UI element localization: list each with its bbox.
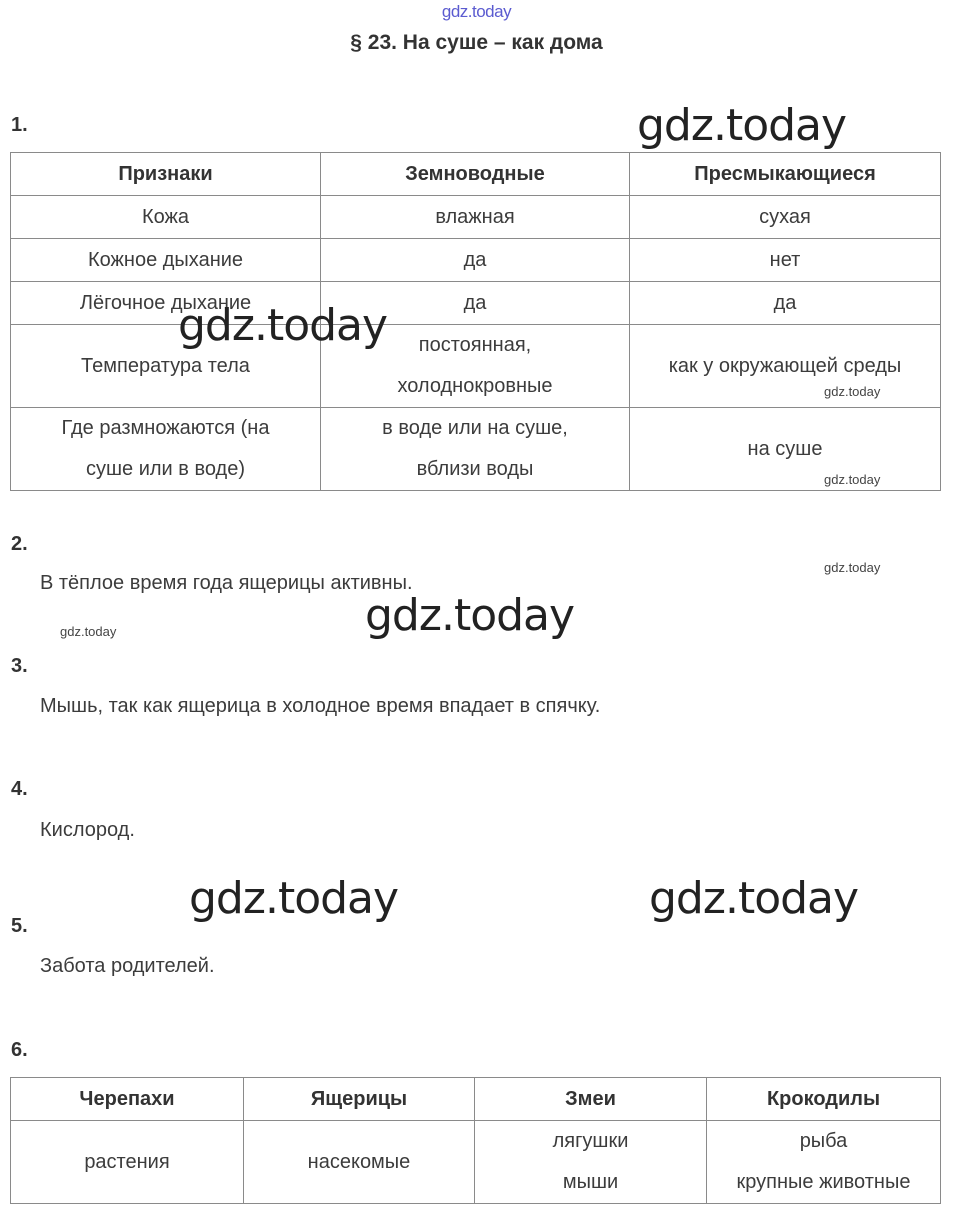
table-animal-traits bbox=[10, 152, 941, 491]
table-cell: да bbox=[321, 282, 630, 325]
cell-line: Температура тела bbox=[81, 354, 250, 377]
cell-line: суше или в воде) bbox=[85, 458, 245, 480]
cell-line: постоянная, bbox=[418, 334, 532, 356]
cell-line: лягушки bbox=[552, 1130, 629, 1152]
table-row bbox=[11, 239, 941, 282]
task-1-number: 1. bbox=[11, 114, 28, 136]
table-cell bbox=[11, 1121, 244, 1204]
watermark-big-2: gdz.today bbox=[178, 300, 388, 351]
watermark-big-3: gdz.today bbox=[365, 590, 575, 641]
watermark-small-1: gdz.today bbox=[824, 384, 881, 399]
cell-line: мыши bbox=[562, 1171, 619, 1193]
header-cell: Черепахи bbox=[11, 1078, 244, 1121]
watermark-small-2: gdz.today bbox=[824, 472, 881, 487]
task-4-number: 4. bbox=[11, 778, 28, 800]
table-cell: Кожное дыхание bbox=[11, 239, 321, 282]
cell-line: в воде или на суше, bbox=[382, 417, 568, 439]
task-5-answer: Забота родителей. bbox=[40, 955, 215, 977]
table-row bbox=[11, 408, 941, 491]
table-cell bbox=[244, 1121, 475, 1204]
watermark-small-4: gdz.today bbox=[60, 624, 117, 639]
header-cell: Признаки bbox=[11, 153, 321, 196]
table-header-row bbox=[11, 1078, 941, 1121]
task-2-number: 2. bbox=[11, 533, 28, 555]
table-cell: да bbox=[630, 282, 941, 325]
table-row bbox=[11, 325, 941, 408]
table-cell: Кожа bbox=[11, 196, 321, 239]
table-cell bbox=[321, 408, 630, 491]
task-5-number: 5. bbox=[11, 915, 28, 937]
table-cell bbox=[630, 325, 941, 408]
table-header-row bbox=[11, 153, 941, 196]
header-cell: Змеи bbox=[475, 1078, 707, 1121]
cell-line: рыба bbox=[799, 1130, 848, 1152]
header-cell: Ящерицы bbox=[244, 1078, 475, 1121]
table-cell bbox=[630, 408, 941, 491]
table-cell: сухая bbox=[630, 196, 941, 239]
task-3-answer: Мышь, так как ящерица в холодное время впадает в спячку. bbox=[40, 695, 601, 717]
watermark-big-1: gdz.today bbox=[637, 100, 847, 151]
header-cell: Крокодилы bbox=[707, 1078, 941, 1121]
watermark-big-5: gdz.today bbox=[649, 873, 859, 924]
table-row bbox=[11, 282, 941, 325]
table-cell: влажная bbox=[321, 196, 630, 239]
cell-line: на суше bbox=[747, 437, 823, 460]
table-row bbox=[11, 196, 941, 239]
cell-line: как у окружающей среды bbox=[668, 354, 902, 377]
table-cell: нет bbox=[630, 239, 941, 282]
table-cell bbox=[707, 1121, 941, 1204]
cell-line: вблизи воды bbox=[416, 458, 534, 480]
header-cell: Земноводные bbox=[321, 153, 630, 196]
header-cell: Пресмыкающиеся bbox=[630, 153, 941, 196]
table-row bbox=[11, 1121, 941, 1204]
table-reptile-food bbox=[10, 1077, 941, 1204]
task-6-number: 6. bbox=[11, 1039, 28, 1061]
task-2-answer: В тёплое время года ящерицы активны. bbox=[40, 572, 413, 594]
cell-line: холоднокровные bbox=[397, 375, 553, 397]
top-watermark: gdz.today bbox=[441, 2, 512, 21]
page-title: § 23. На суше – как дома bbox=[350, 31, 603, 54]
cell-line: Где размножаются (на bbox=[61, 417, 270, 439]
cell-line: насекомые bbox=[307, 1150, 411, 1173]
watermark-small-3: gdz.today bbox=[824, 560, 881, 575]
task-4-answer: Кислород. bbox=[40, 819, 135, 841]
task-3-number: 3. bbox=[11, 655, 28, 677]
cell-line: растения bbox=[84, 1150, 170, 1173]
watermark-big-4: gdz.today bbox=[189, 873, 399, 924]
cell-line: крупные животные bbox=[736, 1171, 911, 1193]
table-cell bbox=[11, 408, 321, 491]
table-cell bbox=[475, 1121, 707, 1204]
table-cell: да bbox=[321, 239, 630, 282]
table-cell: Лёгочное дыхание bbox=[11, 282, 321, 325]
